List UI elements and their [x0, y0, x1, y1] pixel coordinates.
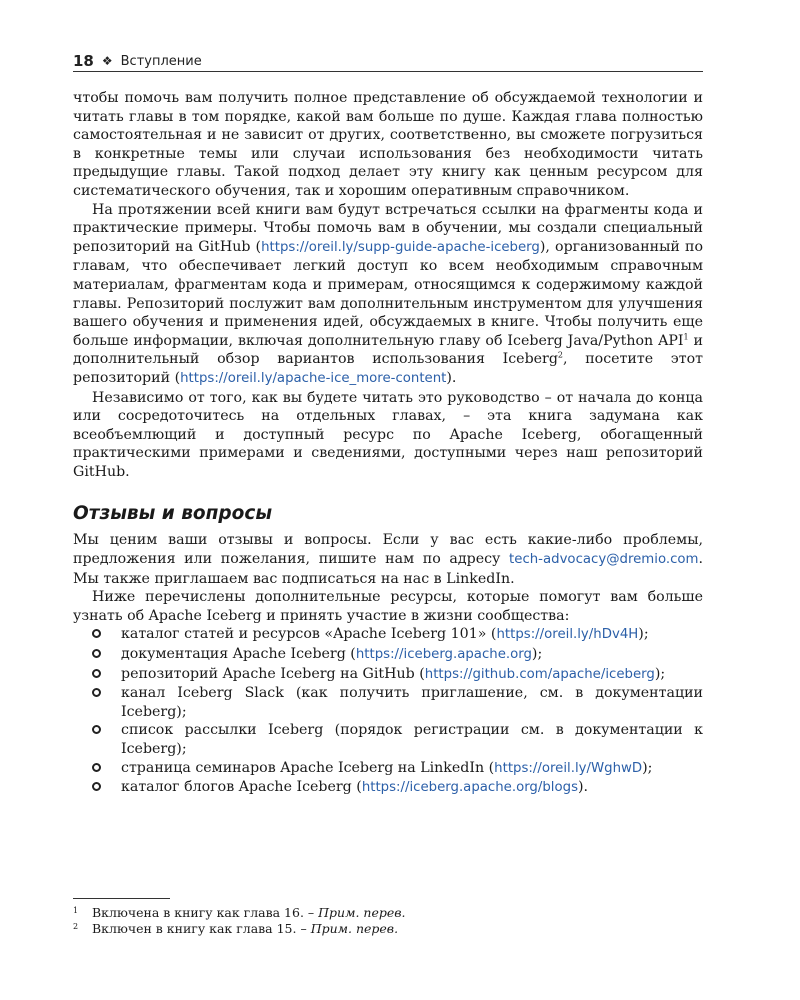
footnote-text: Включена в книгу как глава 16. –: [92, 905, 319, 920]
paragraph-2-part-c: и дополнительный обзор вариантов использования Iceberg: [73, 332, 703, 368]
paragraph-1: чтобы помочь вам получить полное представление об обсуждаемой технологии и читать главы в том порядке, какой вам больше по душе. Каждая глава полностью самостоятельная и не зависит от других, соответственно, вы сможете погрузиться в конкретные темы или случаи использования без необходимости читать предыдущие главы. Такой подход делает эту книгу как ценным ресурсом для систематического обучения, так и хорошим оперативным справочником.: [73, 90, 703, 199]
bullet-circle-icon: [92, 649, 101, 658]
footnote-note: Прим. перев.: [318, 905, 406, 920]
footnote-rule: [73, 898, 170, 899]
body-text: [73, 89, 703, 798]
footnote: [73, 905, 703, 921]
section-paragraph-2: Ниже перечислены дополнительные ресурсы, которые помогут вам больше узнать об Apache Iceberg и принять участие в жизни сообщества:: [73, 589, 703, 624]
list-item-tail: ).: [578, 779, 589, 796]
list-item-link[interactable]: https://github.com/apache/iceberg: [424, 666, 655, 682]
running-head: [73, 50, 703, 72]
list-item-tail: );: [638, 626, 649, 643]
footnote-note: Прим. перев.: [310, 921, 399, 936]
bullet-circle-icon: [92, 629, 101, 638]
bullet-circle-icon: [92, 782, 101, 791]
header-rule: [73, 71, 703, 72]
list-item-text: репозиторий Apache Iceberg на GitHub (: [121, 665, 425, 682]
footnotes: [73, 905, 703, 937]
paragraph-2-part-b: ), организованный по главам, что обеспечивает легкий доступ ко всем необходимым справочным материалам, фрагментам кода и примерам, относящимся к содержимому каждой главы. Репозиторий послужит вам дополнительным инструментом для улучшения вашего обучения и применения идей, обсуждаемых в книге. Чтобы получить еще больше информации, включая дополнительную главу об Iceberg Java/Python API: [73, 238, 703, 349]
footnote-number: 1: [73, 906, 79, 915]
list-item: [73, 778, 703, 798]
section-paragraph-1-part-a: Мы ценим ваши отзывы и вопросы. Если у вас есть какие-либо проблемы, предложения или пожелания, пишите нам по адресу: [73, 532, 703, 568]
list-item: [73, 665, 703, 685]
list-item: [73, 625, 703, 645]
bullet-circle-icon: [92, 763, 101, 772]
paragraph-2-part-e: ).: [446, 369, 457, 386]
list-item-link[interactable]: https://iceberg.apache.org: [355, 647, 532, 663]
section-paragraph-1-part-b: . Мы также приглашаем вас подписаться на нас в LinkedIn.: [73, 551, 703, 587]
list-item: [73, 759, 703, 779]
footnote-ref-2[interactable]: 2: [557, 350, 564, 360]
list-item-text: каталог статей и ресурсов «Apache Iceberg 101» (: [121, 626, 497, 643]
paragraph-2-part-a: На протяжении всей книги вам будут встречаться ссылки на фрагменты кода и практические примеры. Чтобы помочь вам в обучении, мы создали специальный репозиторий на GitHub (: [73, 201, 703, 255]
list-item-text: страница семинаров Apache Iceberg на LinkedIn (: [121, 759, 495, 776]
list-item-text: каталог блогов Apache Iceberg (: [121, 779, 362, 796]
paragraph-3: Независимо от того, как вы будете читать это руководство – от начала до конца или сосредоточитесь на отдельных главах, – эта книга задумана как всеобъемлющий и доступный ресурс по Apache Iceberg, обогащенный практическими примерами и сведениями, доступными через наш репозиторий GitHub.: [73, 389, 703, 480]
footnote-number: 2: [73, 922, 79, 931]
chapter-title: Вступление: [120, 53, 202, 69]
paragraph-2: [73, 201, 703, 389]
resource-list: [73, 625, 703, 797]
list-item-tail: );: [531, 646, 543, 663]
page-number: 18: [73, 52, 94, 70]
list-item-text: канал Iceberg Slack (как получить приглашение, см. в документации Iceberg);: [121, 685, 703, 720]
list-item-link[interactable]: https://iceberg.apache.org/blogs: [361, 780, 578, 796]
footnote-text: Включен в книгу как глава 15. –: [92, 921, 311, 936]
list-item-link[interactable]: https://oreil.ly/hDv4H: [496, 627, 639, 643]
bullet-circle-icon: [92, 725, 101, 734]
list-item-tail: );: [654, 665, 666, 682]
email-link[interactable]: tech-advocacy@dremio.com: [509, 552, 699, 568]
list-item-text: список рассылки Iceberg (порядок регистрации см. в документации к Iceberg);: [121, 722, 703, 757]
ornament-icon: ❖: [101, 54, 113, 68]
repo-link[interactable]: https://oreil.ly/supp-guide-apache-iceberg: [261, 239, 540, 255]
section-paragraph-1: [73, 531, 703, 588]
bullet-circle-icon: [92, 688, 101, 697]
more-content-link[interactable]: https://oreil.ly/apache-ice_more-content: [180, 370, 447, 386]
list-item: [73, 684, 703, 721]
list-item: [73, 721, 703, 758]
section-heading: Отзывы и вопросы: [73, 503, 273, 525]
list-item-text: документация Apache Iceberg (: [121, 646, 356, 663]
list-item-link[interactable]: https://oreil.ly/WghwD: [494, 760, 643, 776]
footnote: [73, 921, 703, 937]
list-item-tail: );: [642, 759, 653, 776]
bullet-circle-icon: [92, 669, 101, 678]
footnote-ref-1[interactable]: 1: [683, 331, 689, 341]
list-item: [73, 645, 703, 665]
paragraph-2-part-d: , посетите этот репозиторий (: [73, 351, 703, 386]
